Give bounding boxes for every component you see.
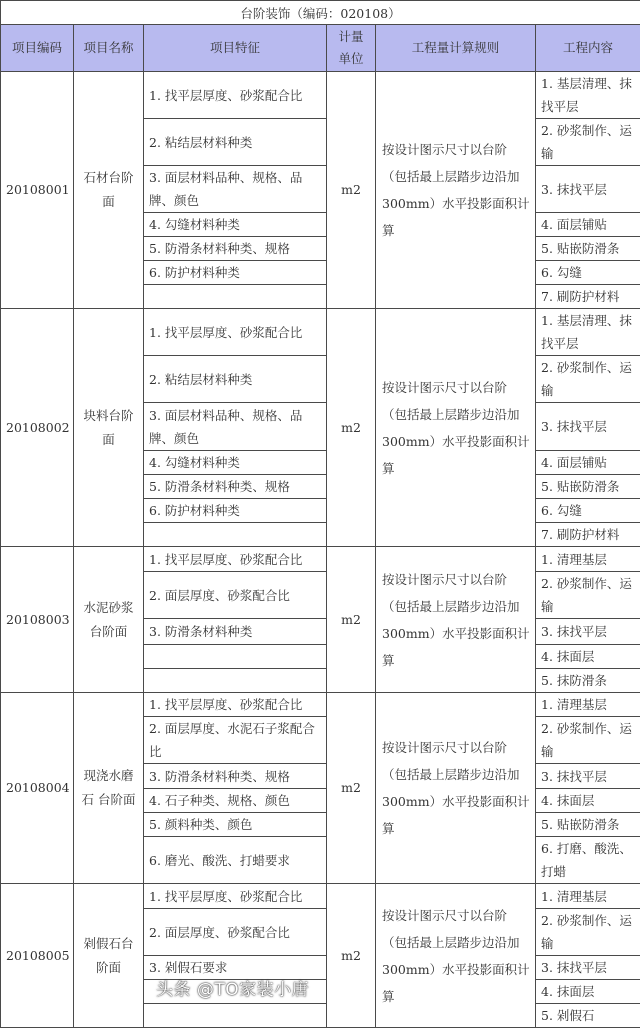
feature-item: 4. 石子种类、规格、颜色	[144, 789, 327, 813]
watermark: 头条 @TO家装小唐	[156, 980, 309, 1000]
header-rule: 工程量计算规则	[376, 25, 536, 72]
feature-item: 5. 防滑条材料种类、规格	[144, 475, 327, 499]
work-content-item: 3. 抹找平层	[536, 764, 640, 789]
header-row	[1, 25, 640, 72]
unit: m2	[327, 309, 376, 547]
feature-item: 4. 勾缝材料种类	[144, 451, 327, 475]
work-content-item: 1. 基层清理、抹找平层	[536, 309, 640, 356]
work-content-item: 1. 清理基层	[536, 693, 640, 717]
feature-item: 3. 防滑条材料种类、规格	[144, 764, 327, 789]
table-row	[1, 72, 640, 119]
feature-item	[144, 669, 327, 693]
item-code: 20108002	[1, 309, 74, 547]
item-code: 20108004	[1, 693, 74, 884]
feature-item: 6. 防护材料种类	[144, 261, 327, 285]
table-body	[1, 72, 640, 1028]
feature-item: 2. 面层厚度、水泥石子浆配合比	[144, 717, 327, 764]
feature-item: 6. 磨光、酸洗、打蜡要求	[144, 837, 327, 884]
table-row	[1, 547, 640, 572]
feature-item: 1. 找平层厚度、砂浆配合比	[144, 547, 327, 572]
work-content-item: 6. 勾缝	[536, 261, 640, 285]
item-name: 块料台阶面	[74, 309, 144, 547]
work-content-item: 1. 清理基层	[536, 547, 640, 572]
feature-item: 3. 面层材料品种、规格、品牌、颜色	[144, 166, 327, 213]
item-code: 20108005	[1, 884, 74, 1028]
work-content-item: 5. 剁假石	[536, 1004, 640, 1028]
feature-item: 3. 面层材料品种、规格、品牌、颜色	[144, 403, 327, 451]
work-content-item: 7. 刷防护材料	[536, 523, 640, 547]
feature-item: 2. 面层厚度、砂浆配合比	[144, 572, 327, 619]
item-name: 水泥砂浆台阶面	[74, 547, 144, 693]
calculation-rule: 按设计图示尺寸以台阶（包括最上层踏步边沿加300mm）水平投影面积计算	[376, 693, 536, 884]
work-content-item: 2. 砂浆制作、运输	[536, 717, 640, 764]
work-content-item: 6. 勾缝	[536, 499, 640, 523]
work-content-item: 4. 抹面层	[536, 789, 640, 813]
work-content-item: 3. 抹找平层	[536, 166, 640, 213]
work-content-item: 3. 抹找平层	[536, 619, 640, 645]
work-content-item: 7. 刷防护材料	[536, 285, 640, 309]
work-content-item: 1. 清理基层	[536, 884, 640, 909]
feature-item: 4. 勾缝材料种类	[144, 213, 327, 237]
work-content-item: 4. 抹面层	[536, 645, 640, 669]
work-content-item: 4. 抹面层	[536, 980, 640, 1004]
header-features: 项目特征	[144, 25, 327, 72]
work-content-item: 2. 砂浆制作、运输	[536, 909, 640, 956]
calculation-rule: 按设计图示尺寸以台阶（包括最上层踏步边沿加300mm）水平投影面积计算	[376, 884, 536, 1028]
header-unit: 计量单位	[327, 25, 376, 72]
feature-item: 2. 面层厚度、砂浆配合比	[144, 909, 327, 956]
calculation-rule: 按设计图示尺寸以台阶（包括最上层踏步边沿加300mm）水平投影面积计算	[376, 309, 536, 547]
header-code: 项目编码	[1, 25, 74, 72]
feature-item: 5. 防滑条材料种类、规格	[144, 237, 327, 261]
feature-item: 1. 找平层厚度、砂浆配合比	[144, 884, 327, 909]
table-row	[1, 309, 640, 356]
work-content-item: 4. 面层铺贴	[536, 213, 640, 237]
feature-item: 1. 找平层厚度、砂浆配合比	[144, 72, 327, 119]
work-content-item: 5. 抹防滑条	[536, 669, 640, 693]
table-title: 台阶装饰（编码：020108）	[1, 1, 640, 25]
item-code: 20108001	[1, 72, 74, 309]
feature-item	[144, 523, 327, 547]
calculation-rule: 按设计图示尺寸以台阶（包括最上层踏步边沿加300mm）水平投影面积计算	[376, 72, 536, 309]
work-content-item: 2. 砂浆制作、运输	[536, 119, 640, 166]
unit: m2	[327, 884, 376, 1028]
work-content-item: 4. 面层铺贴	[536, 451, 640, 475]
table-row	[1, 884, 640, 909]
work-content-item: 6. 打磨、酸洗、打蜡	[536, 837, 640, 884]
item-name: 石材台阶面	[74, 72, 144, 309]
work-content-item: 5. 贴嵌防滑条	[536, 237, 640, 261]
work-content-item: 2. 砂浆制作、运输	[536, 356, 640, 403]
feature-item: 3. 防滑条材料种类	[144, 619, 327, 645]
feature-item: 5. 颜料种类、颜色	[144, 813, 327, 837]
item-code: 20108003	[1, 547, 74, 693]
work-content-item: 3. 抹找平层	[536, 956, 640, 980]
feature-item: 2. 粘结层材料种类	[144, 119, 327, 166]
item-name: 剁假石台阶面	[74, 884, 144, 1028]
calculation-rule: 按设计图示尺寸以台阶（包括最上层踏步边沿加300mm）水平投影面积计算	[376, 547, 536, 693]
table-row	[1, 693, 640, 717]
item-name: 现浇水磨石 台阶面	[74, 693, 144, 884]
header-content: 工程内容	[536, 25, 640, 72]
work-content-item: 5. 贴嵌防滑条	[536, 813, 640, 837]
feature-item: 2. 粘结层材料种类	[144, 356, 327, 403]
feature-item: 1. 找平层厚度、砂浆配合比	[144, 309, 327, 356]
feature-item: 3. 剁假石要求	[144, 956, 327, 980]
work-content-item: 3. 抹找平层	[536, 403, 640, 451]
unit: m2	[327, 693, 376, 884]
feature-item: 6. 防护材料种类	[144, 499, 327, 523]
unit: m2	[327, 72, 376, 309]
feature-item: 1. 找平层厚度、砂浆配合比	[144, 693, 327, 717]
feature-item	[144, 645, 327, 669]
header-name: 项目名称	[74, 25, 144, 72]
work-content-item: 5. 贴嵌防滑条	[536, 475, 640, 499]
feature-item	[144, 285, 327, 309]
unit: m2	[327, 547, 376, 693]
work-content-item: 2. 砂浆制作、运输	[536, 572, 640, 619]
work-content-item: 1. 基层清理、抹找平层	[536, 72, 640, 119]
